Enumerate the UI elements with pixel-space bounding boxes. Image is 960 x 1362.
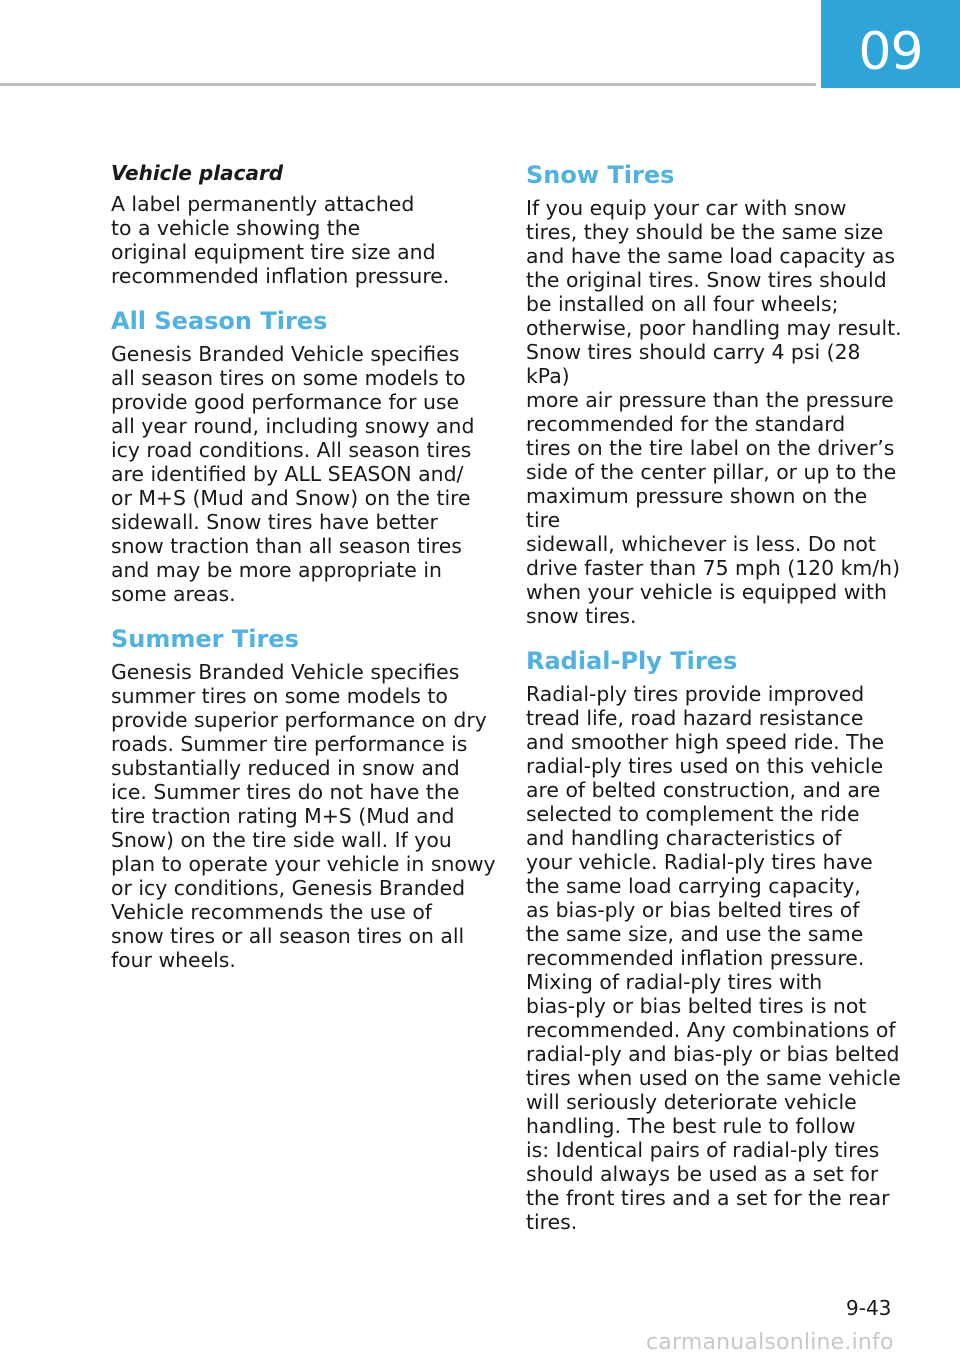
right-column bbox=[526, 158, 906, 1234]
watermark: carmanualsonline.info bbox=[646, 1330, 894, 1355]
vehicle-placard-text: A label permanently attached to a vehicle showing the original equipment tire size and recommended inflation pressure. bbox=[111, 192, 450, 288]
chapter-tab bbox=[821, 0, 960, 88]
all-season-tires-text: Genesis Branded Vehicle specifies all season tires on some models to provide good performance for use all year round, including snowy and icy road conditions. All season tires are identified by ALL SEASON and/ or M+S (Mud and Snow) on the tire sidewall. Snow tires have better snow traction than all season tires and may be more appropriate in some areas. bbox=[111, 342, 475, 606]
all-season-tires-heading: All Season Tires bbox=[111, 307, 328, 335]
radial-ply-tires-text: Radial-ply tires provide improved tread life, road hazard resistance and smoother high speed ride. The radial-ply tires used on this vehicle are of belted construction, and are selected to complement the ride and handling characteristics of your vehicle. Radial-ply tires have the same load carrying capacity, as bias-ply or bias belted tires of the same size, and use the same recommended inflation pressure. Mixing of radial-ply tires with bias-ply or bias belted tires is not recommended. Any combinations of radial-ply and bias-ply or bias belted tires when used on the same vehicle will seriously deteriorate vehicle handling. The best rule to follow is: Identical pairs of radial-ply tires should always be used as a set for the front tires and a set for the rear tires. bbox=[526, 682, 901, 1234]
header-rule bbox=[0, 83, 816, 86]
summer-tires-heading: Summer Tires bbox=[111, 625, 299, 653]
page-number: 9-43 bbox=[846, 1296, 892, 1320]
snow-tires-heading: Snow Tires bbox=[526, 161, 675, 189]
vehicle-placard-heading: Vehicle placard bbox=[111, 161, 284, 185]
chapter-number: 09 bbox=[858, 22, 923, 82]
radial-ply-tires-heading: Radial-Ply Tires bbox=[526, 647, 738, 675]
snow-tires-text: If you equip your car with snow tires, they should be the same size and have the same load capacity as the original tires. Snow tires should be installed on all four wheels; otherwise, poor handling may result. Snow tires should carry 4 psi (28 kPa) more air pressure than the pressure recommended for the standard tires on the tire label on the driver’s side of the center pillar, or up to the maximum pressure shown on the tire sidewall, whichever is less. Do not drive faster than 75 mph (120 km/h) when your vehicle is equipped with snow tires. bbox=[526, 196, 902, 628]
left-column bbox=[111, 158, 501, 972]
summer-tires-text: Genesis Branded Vehicle specifies summer tires on some models to provide superior performance on dry roads. Summer tire performance is substantially reduced in snow and ice. Summer tires do not have the tire traction rating M+S (Mud and Snow) on the tire side wall. If you plan to operate your vehicle in snowy or icy conditions, Genesis Branded Vehicle recommends the use of snow tires or all season tires on all four wheels. bbox=[111, 660, 496, 972]
